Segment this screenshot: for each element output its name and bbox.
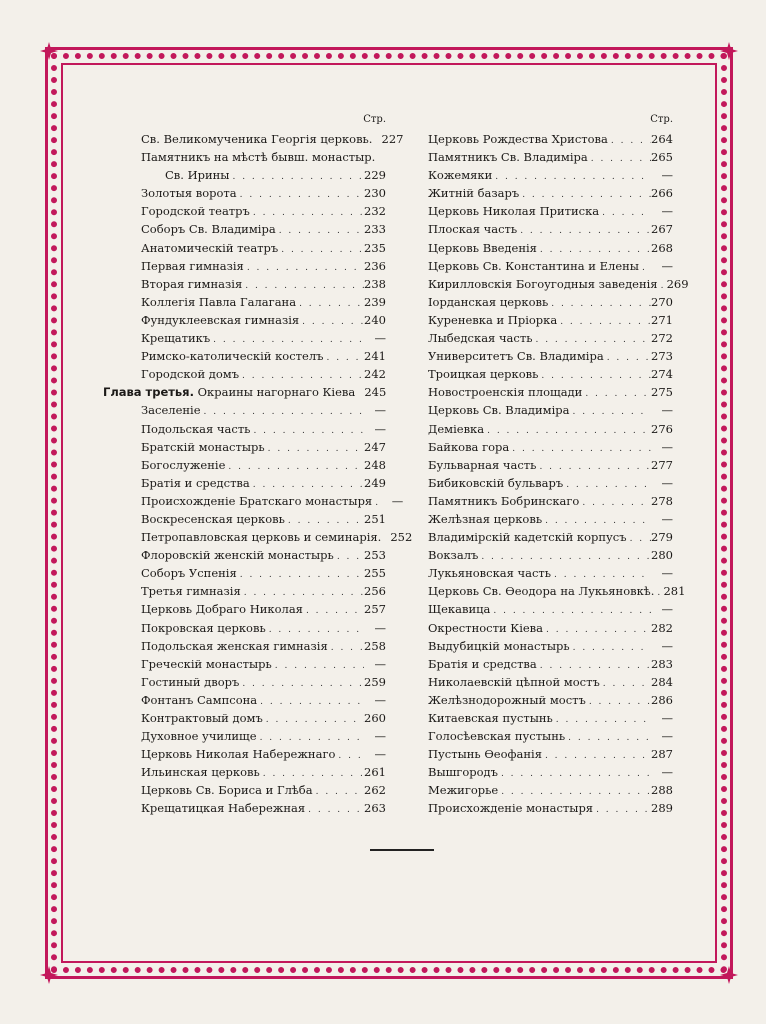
toc-entry xyxy=(103,365,386,383)
toc-entry-title: Третья гимназія xyxy=(141,584,241,599)
toc-entry xyxy=(428,166,673,184)
toc-page-number: — xyxy=(661,638,673,653)
toc-page-number: 287 xyxy=(651,747,673,762)
toc-entry xyxy=(428,474,673,492)
toc-entry xyxy=(103,745,386,763)
toc-entry-title: Золотыя ворота xyxy=(141,186,237,201)
dot-leader xyxy=(334,548,364,566)
toc-entry-title: Церковь Св. Ѳеодора на Лукьяновкѣ. xyxy=(428,584,655,599)
corner-ornament-icon xyxy=(720,966,738,984)
toc-page-number: 282 xyxy=(651,620,673,635)
toc-page-number: 264 xyxy=(651,132,673,146)
toc-entry xyxy=(103,600,386,618)
toc-entry xyxy=(428,781,673,799)
toc-page-number: 230 xyxy=(364,186,386,201)
toc-page-number: 265 xyxy=(651,150,673,165)
toc-entry xyxy=(428,763,673,781)
toc-page-number: 242 xyxy=(364,367,386,382)
dot-leader xyxy=(604,349,651,367)
page-column-label: Стр. xyxy=(363,114,386,125)
toc-entry xyxy=(103,275,386,293)
toc-page-number: 263 xyxy=(364,801,386,816)
toc-page-number: 245 xyxy=(364,385,387,400)
toc-page-number: — xyxy=(661,475,673,490)
dot-leader xyxy=(557,313,651,331)
toc-entry xyxy=(103,655,386,673)
toc-entry xyxy=(428,438,673,456)
dot-leader xyxy=(244,259,364,277)
toc-page-number: 279 xyxy=(651,530,673,545)
toc-entry xyxy=(103,781,386,799)
dot-leader xyxy=(570,639,651,657)
toc-entry-title: Контрактовый домъ xyxy=(141,711,263,725)
toc-entry xyxy=(103,184,386,202)
toc-page-number: — xyxy=(661,258,673,273)
toc-entry-title: Байкова гора xyxy=(428,439,510,454)
toc-entry xyxy=(103,239,386,257)
toc-page-number: 266 xyxy=(651,186,673,201)
toc-entry xyxy=(428,655,673,673)
toc-entry xyxy=(428,510,673,528)
toc-entry xyxy=(428,148,673,166)
toc-page-number: 259 xyxy=(364,674,386,689)
toc-entry xyxy=(428,619,673,637)
toc-entry xyxy=(428,727,673,745)
toc-entry-title: Новостроенскія площади xyxy=(428,385,583,400)
toc-entry xyxy=(428,528,673,546)
toc-entry-title: Св. Великомученика Георгія церковь. xyxy=(141,132,373,146)
toc-page-number: 229 xyxy=(364,168,386,183)
toc-entry-title: Желѣзная церковь xyxy=(428,511,543,526)
dot-leader xyxy=(627,530,651,548)
toc-entry-title: Покровская церковь xyxy=(141,620,266,635)
corner-ornament-icon xyxy=(40,966,58,984)
toc-entry-title: Первая гимназія xyxy=(141,258,244,273)
toc-entry xyxy=(428,184,673,202)
toc-entry xyxy=(428,673,673,691)
toc-entry-title: Крещатицкая Набережная xyxy=(141,801,306,816)
toc-entry-title: Соборъ Св. Владиміра xyxy=(141,222,276,237)
dot-leader xyxy=(265,440,364,458)
toc-page-number: 272 xyxy=(651,331,673,346)
dot-leader xyxy=(299,313,364,331)
toc-page-number: 278 xyxy=(651,493,673,508)
toc-page-number: — xyxy=(661,511,673,526)
chapter-label: Глава третья. xyxy=(103,385,194,400)
dot-leader xyxy=(250,422,364,440)
dot-leader xyxy=(498,765,651,783)
dot-leader xyxy=(313,783,364,801)
corner-ornament-icon xyxy=(40,42,58,60)
toc-entry-title: Бульварная часть xyxy=(428,457,537,472)
toc-page-number: 236 xyxy=(364,258,386,273)
toc-entry xyxy=(103,202,386,220)
toc-page-number: 233 xyxy=(364,222,386,237)
toc-entry xyxy=(103,799,386,817)
toc-entry-title: Пустынь Ѳеофанія xyxy=(428,747,542,762)
toc-entry-title: Происхожденіе Братскаго монастыря xyxy=(141,493,373,508)
dot-leader xyxy=(608,132,651,150)
toc-page-number: 258 xyxy=(364,638,386,653)
toc-entry xyxy=(103,528,413,546)
toc-page-number: — xyxy=(661,204,673,219)
toc-entry xyxy=(103,619,386,637)
toc-page-number: 283 xyxy=(651,656,673,671)
toc-entry-title: Крещатикъ xyxy=(141,331,211,346)
toc-page-number: — xyxy=(661,439,673,454)
toc-entry xyxy=(428,365,673,383)
toc-page-number: 268 xyxy=(651,240,673,255)
toc-page-number: — xyxy=(374,403,386,418)
toc-page-number: 267 xyxy=(651,222,673,237)
dot-leader xyxy=(588,150,651,168)
toc-page-number: 262 xyxy=(364,783,386,798)
dot-leader xyxy=(600,675,651,693)
toc-entry xyxy=(103,510,386,528)
toc-entry xyxy=(103,329,386,347)
toc-entry-title: Братія и средства xyxy=(141,475,250,490)
dot-leader xyxy=(328,639,364,657)
dot-leader xyxy=(565,729,651,747)
toc-page-number: 253 xyxy=(364,548,386,563)
dot-leader xyxy=(599,204,651,222)
dot-leader xyxy=(582,385,651,403)
dot-leader xyxy=(548,295,651,313)
toc-entry-title: Греческій монастырь xyxy=(141,656,272,671)
toc-entry-title: Римско-католическій костелъ xyxy=(141,349,324,364)
dot-leader xyxy=(593,801,651,819)
toc-entry xyxy=(103,727,386,745)
toc-entry-title: Фонтанъ Сампсона xyxy=(141,692,258,707)
toc-entry-title: Куреневка и Пріорка xyxy=(428,312,558,327)
toc-entry-title: Желѣзнодорожный мостъ xyxy=(428,692,586,707)
toc-entry-title: Кирилловскія Богоугодныя заведенія xyxy=(428,276,658,291)
toc-entry-title: Троицкая церковь xyxy=(428,367,539,382)
toc-page-number: — xyxy=(374,747,386,762)
toc-column-left xyxy=(103,110,413,818)
toc-entry-title: Церковь Св. Бориса и Глѣба xyxy=(141,783,313,798)
dot-leader xyxy=(237,186,364,204)
toc-entry-title: Николаевскій цѣпной мостъ xyxy=(428,674,600,689)
toc-page-number: — xyxy=(374,692,386,707)
toc-page-number: 288 xyxy=(651,783,673,798)
toc-entry-title: Церковь Николая Набережнаго xyxy=(141,747,336,762)
dot-leader xyxy=(272,657,364,675)
toc-entry xyxy=(428,329,673,347)
toc-page-number: 286 xyxy=(651,692,673,707)
toc-entry-title: Происхожденіе монастыря xyxy=(428,801,594,816)
toc-page-number: 281 xyxy=(663,584,686,599)
toc-page-number: 261 xyxy=(364,765,386,780)
dot-leader xyxy=(579,494,651,512)
toc-entry-title: Заселеніе xyxy=(141,403,201,418)
toc-entry xyxy=(428,383,673,401)
toc-entry-title xyxy=(103,383,355,401)
toc-entry xyxy=(428,637,673,655)
toc-page-number: 238 xyxy=(364,276,386,291)
toc-entry-title: Бибиковскій бульваръ xyxy=(428,475,564,490)
toc-entry-title: Воскресенская церковь xyxy=(141,511,285,526)
toc-page-number: — xyxy=(374,656,386,671)
toc-page-number: — xyxy=(661,566,673,581)
toc-entry-title: Анатомическій театръ xyxy=(141,240,279,255)
toc-page-number: — xyxy=(391,493,404,508)
corner-ornament-icon xyxy=(720,42,738,60)
toc-entry-title: Лыбедская часть xyxy=(428,331,533,346)
toc-entry xyxy=(103,347,386,365)
toc-entry-title: Вышгородъ xyxy=(428,765,498,780)
toc-entry-title: Церковь Св. Константина и Елены xyxy=(428,258,639,273)
toc-page-number: — xyxy=(374,331,386,346)
page-column-label: Стр. xyxy=(650,114,673,125)
toc-entry xyxy=(428,492,673,510)
toc-entry-title: Подольская женская гимназія xyxy=(141,638,328,653)
toc-entry xyxy=(103,582,386,600)
toc-list-left xyxy=(103,130,413,818)
toc-page-number: 232 xyxy=(364,204,386,219)
toc-entry-title: Китаевская пустынь xyxy=(428,711,553,725)
toc-entry-title: Вокзалъ xyxy=(428,548,479,563)
toc-entry xyxy=(428,600,673,618)
toc-entry-title: Лукьяновская часть xyxy=(428,566,552,581)
dot-leader xyxy=(263,711,364,729)
toc-page-number: 227 xyxy=(381,132,404,146)
toc-entry xyxy=(103,564,386,582)
toc-entry-title: Городской домъ xyxy=(141,367,240,382)
toc-column-right xyxy=(428,110,689,818)
toc-page-number: 273 xyxy=(651,349,673,364)
toc-entry xyxy=(103,673,386,691)
dot-leader xyxy=(586,693,651,711)
toc-page-number: — xyxy=(661,168,673,183)
toc-entry-title: Петропавловская церковь и семинарія. xyxy=(141,530,382,545)
toc-page-number: — xyxy=(661,403,673,418)
toc-entry-title: Подольская часть xyxy=(141,421,251,436)
dot-leader xyxy=(517,222,651,240)
toc-entry-title: Церковь Рождества Христова xyxy=(428,132,608,146)
toc-entry-title: Кожемяки xyxy=(428,168,493,183)
toc-entry xyxy=(103,474,386,492)
toc-entry xyxy=(428,420,673,438)
toc-entry-title: Коллегія Павла Галагана xyxy=(141,294,297,309)
toc-page-number: 239 xyxy=(364,294,386,309)
toc-page-number: 271 xyxy=(651,312,673,327)
toc-page-number: — xyxy=(661,729,673,744)
toc-entry xyxy=(428,546,673,564)
toc-entry-title: Церковь Николая Притиска xyxy=(428,204,600,219)
toc-entry xyxy=(103,763,386,781)
dot-leader xyxy=(569,403,651,421)
toc-entry-title: Братскій монастырь xyxy=(141,439,265,454)
toc-entry xyxy=(428,275,689,293)
toc-entry xyxy=(103,383,386,401)
dot-leader xyxy=(296,295,364,313)
end-rule-divider xyxy=(370,849,434,851)
toc-entry xyxy=(103,456,386,474)
toc-entry-title: Богослуженіе xyxy=(141,457,226,472)
toc-page-number: 277 xyxy=(651,457,673,472)
toc-entry-title: Церковь Св. Владиміра xyxy=(428,403,570,418)
toc-entry xyxy=(428,401,673,419)
toc-page-number: 269 xyxy=(666,276,689,291)
toc-entry-title: Щекавица xyxy=(428,602,491,617)
dot-leader xyxy=(257,693,364,711)
dot-leader xyxy=(303,602,364,620)
toc-entry-title: Памятникъ Св. Владиміра xyxy=(428,150,588,165)
toc-entry-title: Гостиный дворъ xyxy=(141,674,240,689)
toc-entry xyxy=(428,257,673,275)
toc-entry xyxy=(103,257,386,275)
toc-entry xyxy=(428,293,673,311)
toc-entry-title: Флоровскій женскій монастырь xyxy=(141,548,334,563)
toc-page-number: — xyxy=(661,765,673,780)
toc-entry-title: Выдубицкій монастырь xyxy=(428,638,570,653)
toc-entry-title: Іорданская церковь xyxy=(428,294,549,309)
toc-entry-title: Церковь Добраго Николая xyxy=(141,602,303,617)
toc-entry-title: Братія и средства xyxy=(428,656,537,671)
toc-entry xyxy=(428,456,673,474)
toc-page-number: — xyxy=(374,421,386,436)
toc-entry xyxy=(428,220,673,238)
toc-page-number: — xyxy=(374,729,386,744)
toc-entry xyxy=(103,492,404,510)
toc-entry-title: Межигорье xyxy=(428,783,499,798)
toc-page-number: 256 xyxy=(364,584,386,599)
toc-entry xyxy=(428,799,673,817)
toc-page-number: — xyxy=(661,711,673,725)
toc-entry xyxy=(103,709,386,727)
toc-entry-title: Вторая гимназія xyxy=(141,276,243,291)
toc-entry xyxy=(103,401,386,419)
dot-leader xyxy=(335,747,364,765)
toc-entry-title: Деміевка xyxy=(428,421,485,436)
toc-entry-title: Фундуклеевская гимназія xyxy=(141,312,300,327)
toc-entry xyxy=(103,220,386,238)
toc-entry-title: Городской театръ xyxy=(141,204,250,219)
toc-page-number: 251 xyxy=(364,511,386,526)
toc-entry xyxy=(103,311,386,329)
dot-leader xyxy=(276,222,364,240)
toc-entry-title: Голосѣевская пустынь xyxy=(428,729,566,744)
toc-entry xyxy=(103,293,386,311)
toc-page-number: 274 xyxy=(651,367,673,382)
dot-leader xyxy=(237,566,364,584)
toc-entry xyxy=(428,745,673,763)
toc-entry-title: Св. Ирины xyxy=(165,168,230,183)
toc-page-number: 289 xyxy=(651,801,673,816)
toc-entry-title: Плоская часть xyxy=(428,222,518,237)
toc-page-number: 241 xyxy=(364,349,386,364)
toc-entry-title: Церковь Введенія xyxy=(428,240,537,255)
toc-entry xyxy=(428,202,673,220)
dot-leader xyxy=(278,241,364,259)
toc-page-number: 247 xyxy=(364,439,386,454)
toc-entry xyxy=(103,148,386,166)
toc-entry-title: Университетъ Св. Владиміра xyxy=(428,349,604,364)
toc-page-number: 284 xyxy=(651,674,673,689)
toc-entry-title: Житній базаръ xyxy=(428,186,520,201)
toc-page-number: 252 xyxy=(390,530,413,545)
toc-entry xyxy=(428,564,673,582)
toc-page-number: — xyxy=(661,602,673,617)
toc-page-number: 255 xyxy=(364,566,386,581)
toc-entry-title: Соборъ Успенія xyxy=(141,566,237,581)
chapter-title: Окраины нагорнаго Кіева xyxy=(197,385,356,400)
toc-entry xyxy=(103,637,386,655)
toc-page-number: 260 xyxy=(364,711,386,725)
toc-page-number: 248 xyxy=(364,457,386,472)
toc-entry xyxy=(428,130,673,148)
toc-entry-title: Памятникъ на мѣстѣ бывш. монастыр. xyxy=(141,150,376,165)
toc-entry-title: Духовное училище xyxy=(141,729,257,744)
dot-leader xyxy=(229,168,364,186)
toc-entry-title: Владимірскій кадетскій корпусъ xyxy=(428,530,627,545)
dot-leader xyxy=(323,349,364,367)
dot-leader xyxy=(553,711,651,729)
toc-entry xyxy=(103,691,386,709)
dot-leader xyxy=(239,675,364,693)
toc-entry-title: Ильинская церковь xyxy=(141,765,260,780)
toc-entry xyxy=(103,546,386,564)
toc-entry-title: Окрестности Кіева xyxy=(428,620,544,635)
toc-page-number: 249 xyxy=(364,475,386,490)
toc-entry xyxy=(428,582,686,600)
toc-entry xyxy=(103,166,386,184)
toc-entry xyxy=(103,130,404,148)
toc-entry xyxy=(103,438,386,456)
toc-entry xyxy=(103,420,386,438)
toc-page-number: 257 xyxy=(364,602,386,617)
toc-page-number: 276 xyxy=(651,421,673,436)
dot-leader xyxy=(305,801,364,819)
toc-entry xyxy=(428,709,673,727)
toc-page-number: 280 xyxy=(651,548,673,563)
toc-page-number: — xyxy=(374,620,386,635)
dot-leader xyxy=(542,747,651,765)
toc-entry xyxy=(428,347,673,365)
toc-page-number: 270 xyxy=(651,294,673,309)
toc-entry xyxy=(428,691,673,709)
toc-page-number: 235 xyxy=(364,240,386,255)
toc-list-right xyxy=(428,130,689,818)
toc-entry xyxy=(428,239,673,257)
toc-entry-title: Памятникъ Бобринскаго xyxy=(428,493,580,508)
toc-page-number: 240 xyxy=(364,312,386,327)
toc-entry xyxy=(428,311,673,329)
toc-page-number: 275 xyxy=(651,385,673,400)
